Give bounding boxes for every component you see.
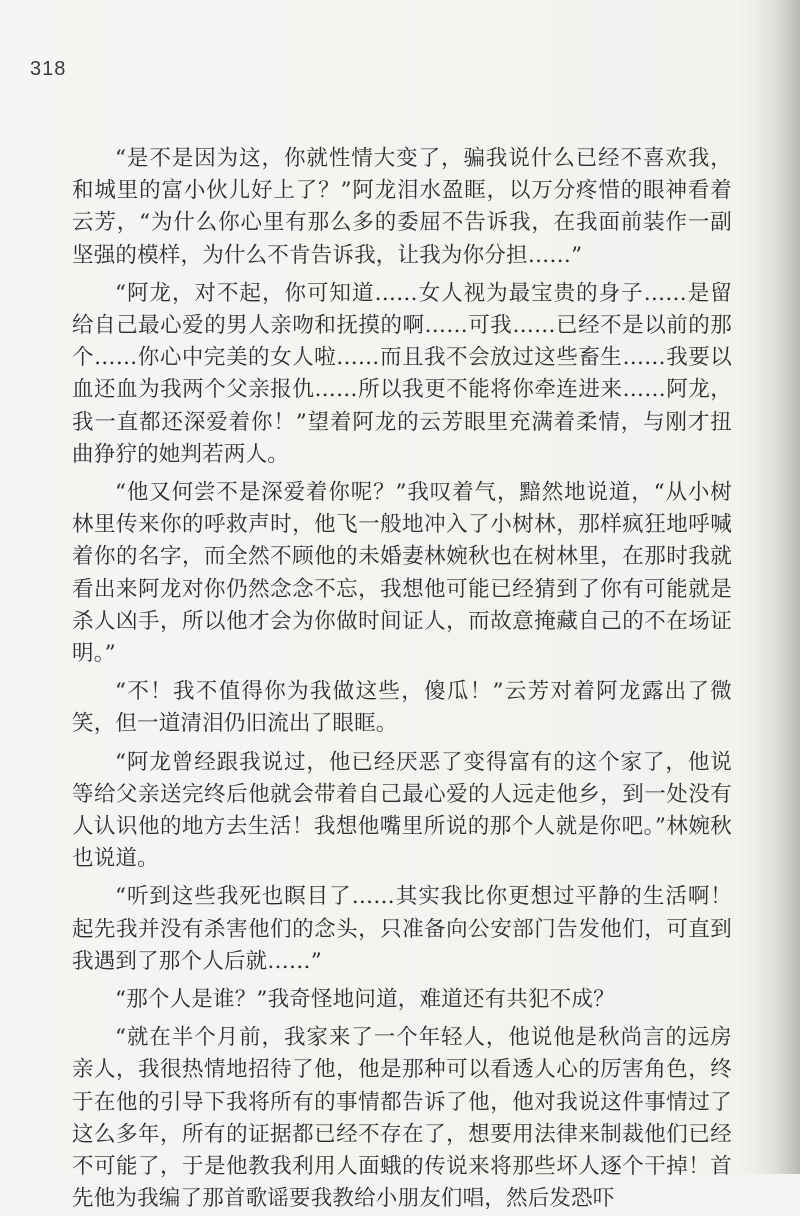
page-edge-shadow xyxy=(754,0,800,1174)
paragraph: “阿龙，对不起，你可知道……女人视为最宝贵的身子……是留给自己最心爱的男人亲吻和抚摸的啊……可我……已经不是以前的那个……你心中完美的女人啦……而且我不会放过这些畜生……我要以血还血为我两个父亲报仇……所以我更不能将你牵连进来……阿龙，我一直都还深爱着你！”望着阿龙的云芳眼里充满着柔情，与刚才扭曲狰狞的她判若两人。 xyxy=(72,280,732,467)
body-text xyxy=(72,143,732,1216)
paragraph: “他又何尝不是深爱着你呢？”我叹着气，黯然地说道，“从小树林里传来你的呼救声时，他飞一般地冲入了小树林，那样疯狂地呼喊着你的名字，而全然不顾他的未婚妻林婉秋也在树林里，在那时我就看出来阿龙对你仍然念念不忘，我想他可能已经猜到了你有可能就是杀人凶手，所以他才会为你做时间证人，而故意掩藏自己的不在场证明。” xyxy=(72,480,732,667)
paragraph: “阿龙曾经跟我说过，他已经厌恶了变得富有的这个家了，他说等给父亲送完终后他就会带着自己最心爱的人远走他乡，到一处没有人认识他的地方去生活！我想他嘴里所说的那个人就是你吧。”林婉秋也说道。 xyxy=(72,749,732,872)
paragraph: “不！我不值得你为我做这些，傻瓜！”云芳对着阿龙露出了微笑，但一道清泪仍旧流出了眼眶。 xyxy=(72,679,732,737)
paragraph: “就在半个月前，我家来了一个年轻人，他说他是秋尚言的远房亲人，我很热情地招待了他，他是那种可以看透人心的厉害角色，终于在他的引导下我将所有的事情都告诉了他，他对我说这件事情过了这么多年，所有的证据都已经不存在了，想要用法律来制裁他们已经不可能了，于是他教我利用人面蛾的传说来将那些坏人逐个干掉！首先他为我编了那首歌谣要我教给小朋友们唱，然后发恐吓 xyxy=(72,1025,732,1212)
paragraph: “那个人是谁？”我奇怪地问道，难道还有共犯不成？ xyxy=(115,987,615,1013)
paragraph: “是不是因为这，你就性情大变了，骗我说什么已经不喜欢我，和城里的富小伙儿好上了？”阿龙泪水盈眶，以万分疼惜的眼神看着云芳，“为什么你心里有那么多的委屈不告诉我，在我面前装作一副坚强的模样，为什么不肯告诉我，让我为你分担……” xyxy=(72,146,732,268)
page-number: 318 xyxy=(30,58,67,80)
paragraph: “听到这些我死也瞑目了……其实我比你更想过平静的生活啊！起先我并没有杀害他们的念头，只准备向公安部门告发他们，可直到我遇到了那个人后就……” xyxy=(72,884,732,974)
